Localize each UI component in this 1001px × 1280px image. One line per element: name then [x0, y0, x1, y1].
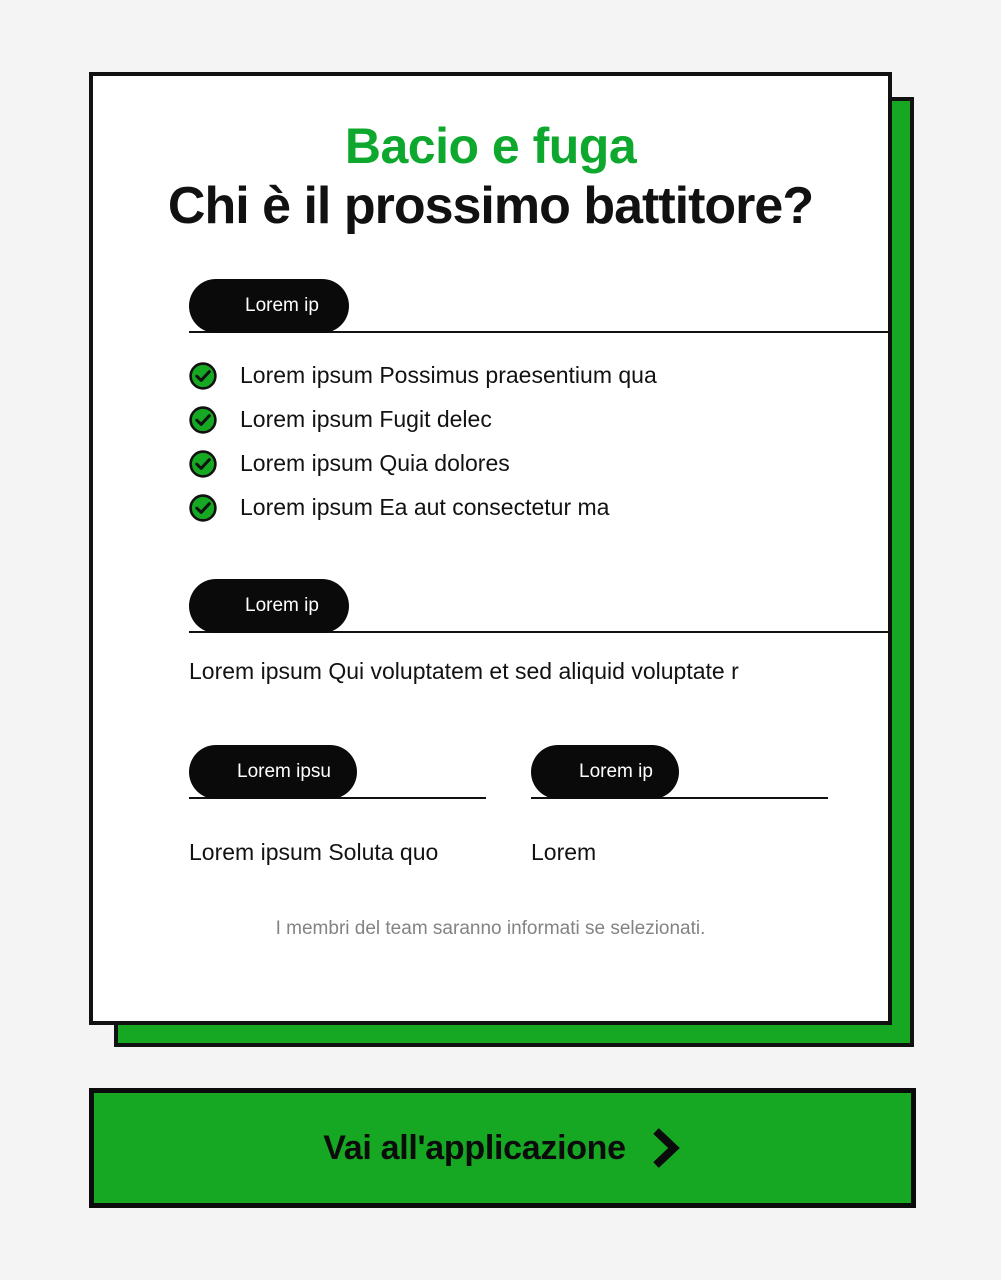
section-pill-label[interactable]: Lorem ip [189, 279, 349, 333]
detail-columns [93, 743, 888, 866]
content-card [89, 72, 892, 1025]
list-item[interactable] [189, 447, 888, 481]
list-item-label: Lorem ipsum Quia dolores [240, 450, 510, 477]
column-value: Lorem ipsum Soluta quo [189, 838, 439, 865]
eyebrow-heading: Bacio e fuga [344, 118, 637, 174]
section-checklist [93, 277, 888, 333]
page-title: Chi è il prossimo battitore? [167, 177, 814, 235]
list-item[interactable] [189, 491, 888, 525]
card-headings [93, 76, 888, 237]
chevron-right-icon [648, 1126, 682, 1170]
list-item[interactable] [189, 403, 888, 437]
card-stack [89, 72, 917, 1052]
column-pill-label[interactable]: Lorem ip [531, 745, 679, 799]
go-to-application-button[interactable] [89, 1088, 916, 1208]
column-pill-label[interactable]: Lorem ipsu [189, 745, 357, 799]
section-header-row [189, 277, 888, 333]
section-pill-label[interactable]: Lorem ip [189, 579, 349, 633]
footnote-text: I membri del team saranno informati se selezionati. [275, 917, 706, 939]
description-text: Lorem ipsum Qui voluptatem et sed aliquid voluptate r [189, 657, 739, 684]
section-description [93, 577, 888, 633]
list-item-label: Lorem ipsum Ea aut consectetur ma [240, 494, 610, 521]
section-header-row [189, 577, 888, 633]
checklist [93, 359, 888, 525]
check-circle-icon [189, 362, 217, 390]
list-item-label: Lorem ipsum Possimus praesentium qua [240, 362, 657, 389]
cta-label: Vai all'applicazione [323, 1128, 626, 1167]
detail-column [189, 743, 486, 866]
check-circle-icon [189, 494, 217, 522]
column-value: Lorem [531, 838, 597, 865]
column-header-row [531, 743, 828, 799]
check-circle-icon [189, 406, 217, 434]
list-item[interactable] [189, 359, 888, 393]
list-item-label: Lorem ipsum Fugit delec [240, 406, 492, 433]
check-circle-icon [189, 450, 217, 478]
detail-column [531, 743, 828, 866]
column-header-row [189, 743, 486, 799]
